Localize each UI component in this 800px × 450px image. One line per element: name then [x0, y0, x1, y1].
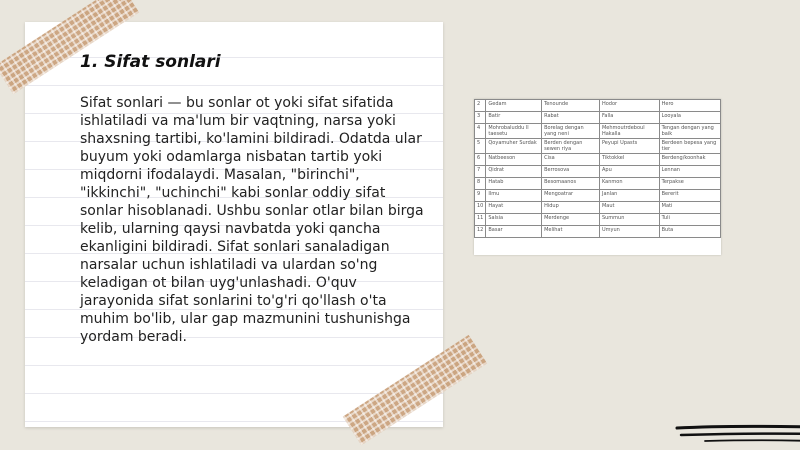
- table-cell: 9: [475, 190, 486, 202]
- table-cell: Berden dengan sewen riya: [542, 139, 600, 154]
- table-cell: 4: [475, 124, 486, 139]
- table-row: [475, 214, 721, 226]
- table-cell: Berrosova: [542, 166, 600, 178]
- table-cell: Qidrat: [486, 166, 542, 178]
- table-cell: Cisa: [542, 154, 600, 166]
- table-cell: Tiktokkel: [599, 154, 659, 166]
- table-cell: 12: [475, 226, 486, 238]
- table-cell: Bererit: [659, 190, 720, 202]
- table-cell: Besomaanos: [542, 178, 600, 190]
- table-cell: Merdenge: [542, 214, 600, 226]
- table-row: [475, 202, 721, 214]
- table-cell: 8: [475, 178, 486, 190]
- table-cell: Tuli: [659, 214, 720, 226]
- table-cell: Rabat: [542, 112, 600, 124]
- table-cell: 3: [475, 112, 486, 124]
- table-row: [475, 190, 721, 202]
- table-row: [475, 226, 721, 238]
- table-cell: Hero: [659, 100, 720, 112]
- table-row: [475, 112, 721, 124]
- table-cell: Hidup: [542, 202, 600, 214]
- table-cell: Gedam: [486, 100, 542, 112]
- table-cell: Borelag dengan yang neni: [542, 124, 600, 139]
- table-cell: Ilmu: [486, 190, 542, 202]
- table-cell: Mengoatrar: [542, 190, 600, 202]
- table-cell: Berdeen bepesa yang tier: [659, 139, 720, 154]
- table-row: [475, 100, 721, 112]
- table-cell: Batir: [486, 112, 542, 124]
- table-cell: Umyun: [599, 226, 659, 238]
- table-cell: Apu: [599, 166, 659, 178]
- table-cell: Peyupi Upasts: [599, 139, 659, 154]
- table-cell: Kanmon: [599, 178, 659, 190]
- table-cell: Mohrobaluddu ll taesetu: [486, 124, 542, 139]
- table-row: [475, 178, 721, 190]
- table-cell: Terpakse: [659, 178, 720, 190]
- table-cell: Janlan: [599, 190, 659, 202]
- table-cell: Falla: [599, 112, 659, 124]
- decorative-brush-lines: [675, 416, 800, 446]
- table-cell: 6: [475, 154, 486, 166]
- table-cell: Tenounde: [542, 100, 600, 112]
- table-row: [475, 154, 721, 166]
- table-cell: Berdeng/koonhak: [659, 154, 720, 166]
- table-cell: Salsia: [486, 214, 542, 226]
- table-cell: Maut: [599, 202, 659, 214]
- table-cell: Tengan dengan yang baik: [659, 124, 720, 139]
- table-cell: Mati: [659, 202, 720, 214]
- table-row: [475, 124, 721, 139]
- table-cell: Hatab: [486, 178, 542, 190]
- table-cell: Mehmoutrdeboul Hakalla: [599, 124, 659, 139]
- vocabulary-table-image: [474, 99, 721, 255]
- table-cell: Looyala: [659, 112, 720, 124]
- table-cell: Melihat: [542, 226, 600, 238]
- table-cell: Hodor: [599, 100, 659, 112]
- table-cell: 11: [475, 214, 486, 226]
- table-cell: Buta: [659, 226, 720, 238]
- table-cell: Natbeeson: [486, 154, 542, 166]
- table-cell: Basar: [486, 226, 542, 238]
- table-cell: 2: [475, 100, 486, 112]
- table-cell: Qoyamuher Surdak: [486, 139, 542, 154]
- table-row: [475, 166, 721, 178]
- table-row: [475, 139, 721, 154]
- slide-body-text: Sifat sonlari — bu sonlar ot yoki sifat sifatida ishlatiladi va ma'lum bir vaqtning, narsa yoki shaxsning tartibi, ko'lamini bildiradi. Odatda ular buyum yoki odamlarga nisbatan tartib yoki miqdorni ifodalaydi. Masalan, "birinchi", "ikkinchi", "uchinchi" kabi sonlar oddiy sifat sonlar hisoblanadi. Ushbu sonlar otlar bilan birga kelib, ularning qaysi navbatda yoki qancha ekanligini bildiradi. Sifat sonlari sanaladigan narsalar uchun ishlatiladi va ulardan so'ng keladigan ot bilan uyg'unlashadi. O'quv jarayonida sifat sonlarini to'g'ri qo'llash o'ta muhim bo'lib, ular gap mazmunini tushunishga yordam beradi.: [80, 95, 424, 345]
- table-cell: 7: [475, 166, 486, 178]
- table-cell: Summun: [599, 214, 659, 226]
- table-cell: 10: [475, 202, 486, 214]
- table-cell: Hayat: [486, 202, 542, 214]
- table-cell: 5: [475, 139, 486, 154]
- table-cell: Lennan: [659, 166, 720, 178]
- vocabulary-table: [474, 99, 721, 238]
- slide-title: 1. Sifat sonlari: [80, 52, 221, 72]
